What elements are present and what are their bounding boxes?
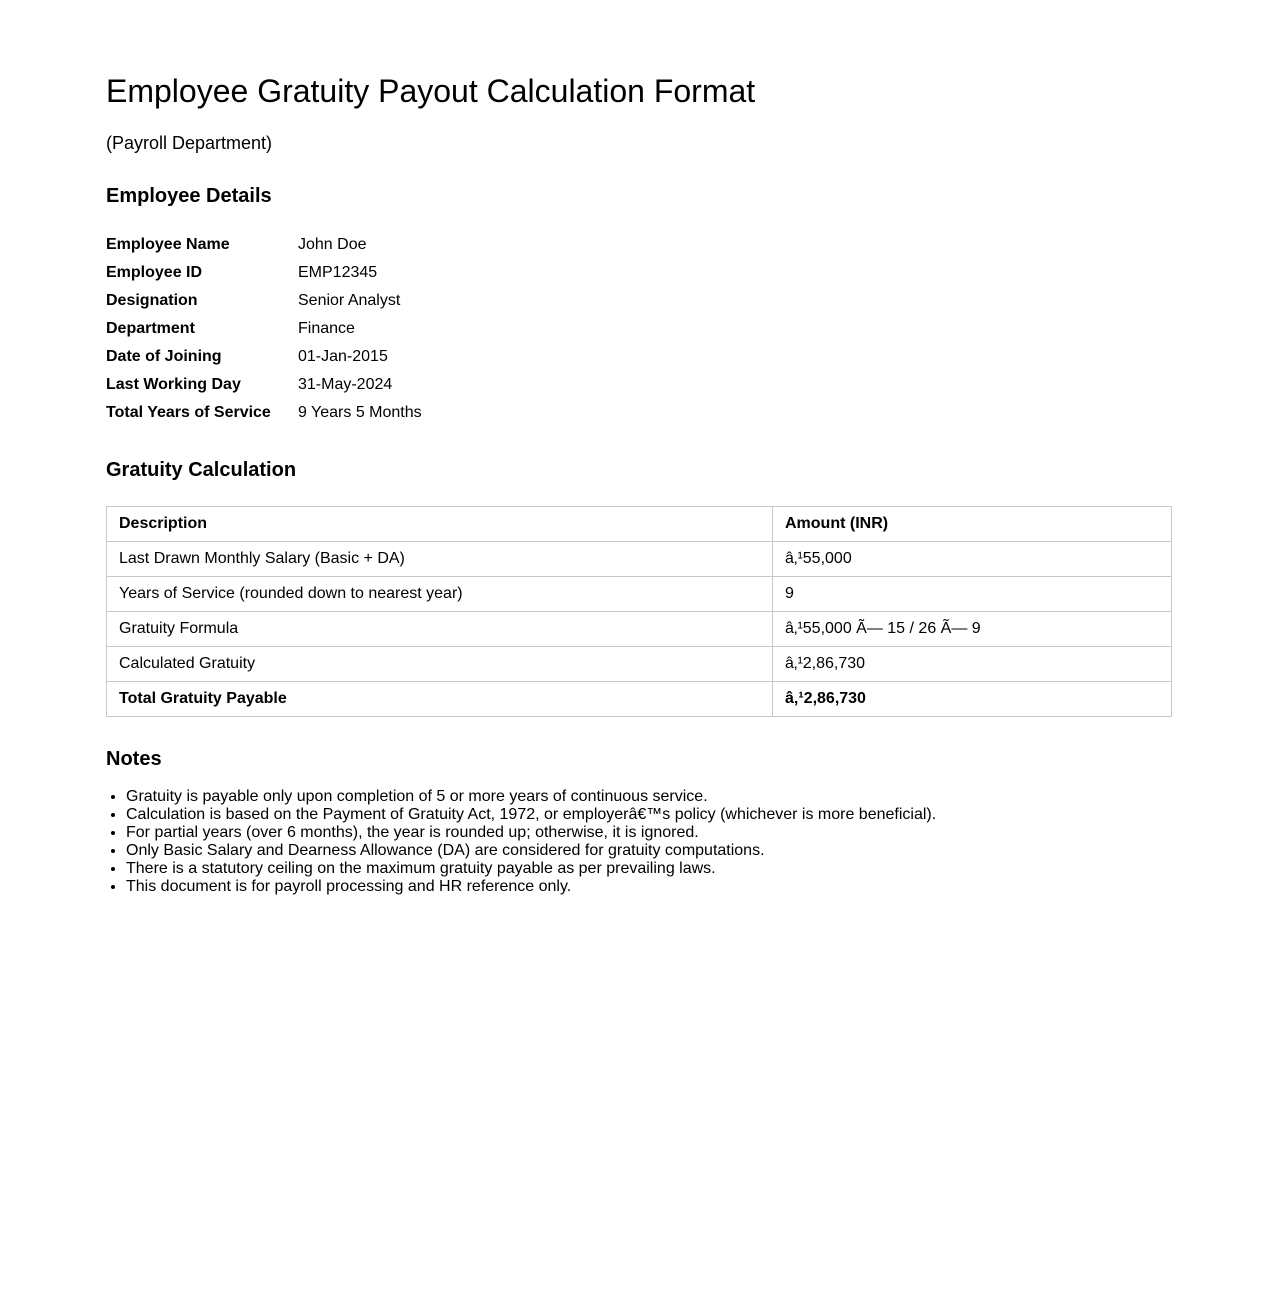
detail-value: Senior Analyst xyxy=(298,292,401,309)
row-description: Years of Service (rounded down to nearest year) xyxy=(107,577,773,612)
detail-row xyxy=(106,231,422,259)
document-title: Employee Gratuity Payout Calculation Format xyxy=(106,73,756,109)
detail-row xyxy=(106,399,422,427)
total-amount: â‚¹2,86,730 xyxy=(773,682,1172,717)
detail-row xyxy=(106,315,422,343)
total-row xyxy=(107,682,1172,717)
detail-label: Employee ID xyxy=(106,264,203,281)
row-description: Last Drawn Monthly Salary (Basic + DA) xyxy=(107,542,773,577)
detail-label: Employee Name xyxy=(106,236,230,253)
table-row xyxy=(107,542,1172,577)
detail-label: Total Years of Service xyxy=(106,404,271,421)
row-amount: â‚¹2,86,730 xyxy=(773,647,1172,682)
note-item: • There is a statutory ceiling on the maximum gratuity payable as per prevailing laws. xyxy=(126,860,936,878)
detail-value: EMP12345 xyxy=(298,264,378,281)
gratuity-calculation-table xyxy=(106,506,1172,717)
employee-details-table xyxy=(106,231,422,427)
document-subtitle: (Payroll Department) xyxy=(106,133,273,153)
table-row xyxy=(107,647,1172,682)
column-header-description: Description xyxy=(107,507,773,542)
employee-details-heading: Employee Details xyxy=(106,185,272,207)
column-header-amount: Amount (INR) xyxy=(773,507,1172,542)
row-amount: â‚¹55,000 Ã— 15 / 26 Ã— 9 xyxy=(773,612,1172,647)
detail-row xyxy=(106,371,422,399)
notes-list xyxy=(106,788,936,896)
table-row xyxy=(107,577,1172,612)
detail-row xyxy=(106,287,422,315)
row-description: Gratuity Formula xyxy=(107,612,773,647)
table-row xyxy=(107,612,1172,647)
detail-label: Department xyxy=(106,320,195,337)
detail-value: 01-Jan-2015 xyxy=(298,348,388,365)
note-item: • This document is for payroll processing and HR reference only. xyxy=(126,878,936,896)
row-amount: â‚¹55,000 xyxy=(773,542,1172,577)
detail-value: Finance xyxy=(298,320,355,337)
detail-label: Date of Joining xyxy=(106,348,222,365)
detail-value: 9 Years 5 Months xyxy=(298,404,422,421)
note-item: • Only Basic Salary and Dearness Allowance (DA) are considered for gratuity computations. xyxy=(126,842,936,860)
table-header-row xyxy=(107,507,1172,542)
note-item: • Calculation is based on the Payment of Gratuity Act, 1972, or employerâ€™s policy (whichever is more beneficial). xyxy=(126,806,936,824)
detail-value: John Doe xyxy=(298,236,367,253)
detail-row xyxy=(106,343,422,371)
detail-label: Designation xyxy=(106,292,198,309)
note-item: • For partial years (over 6 months), the year is rounded up; otherwise, it is ignored. xyxy=(126,824,936,842)
detail-label: Last Working Day xyxy=(106,376,241,393)
detail-value: 31-May-2024 xyxy=(298,376,393,393)
note-item: • Gratuity is payable only upon completion of 5 or more years of continuous service. xyxy=(126,788,936,806)
total-description: Total Gratuity Payable xyxy=(107,682,773,717)
row-amount: 9 xyxy=(773,577,1172,612)
row-description: Calculated Gratuity xyxy=(107,647,773,682)
detail-row xyxy=(106,259,422,287)
gratuity-calculation-heading: Gratuity Calculation xyxy=(106,459,297,481)
notes-heading: Notes xyxy=(106,748,162,770)
